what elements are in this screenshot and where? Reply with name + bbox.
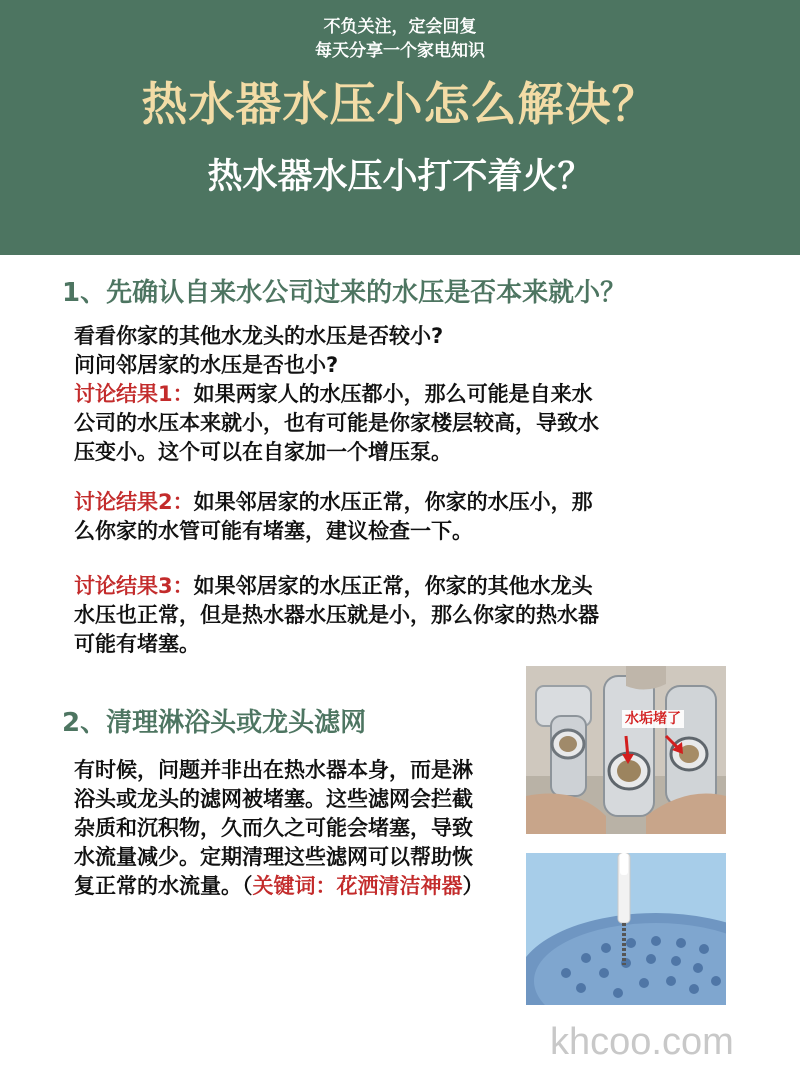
watermark: khcoo.com bbox=[550, 1021, 734, 1063]
tagline-daily-tip: 每天分享一个家电知识 bbox=[315, 41, 485, 61]
result-3-line bbox=[74, 572, 674, 601]
section-1-heading: 1、先确认自来水公司过来的水压是否本来就小？ bbox=[62, 278, 627, 308]
faucet-illustration bbox=[526, 666, 726, 834]
shower-head-illustration bbox=[526, 853, 726, 1005]
intro-line: 看看你家的其他水龙头的水压是否较小? bbox=[74, 324, 444, 348]
keyword-highlight: 关键词：花洒清洁神器 bbox=[252, 874, 463, 898]
tagline-follow: 不负关注，定会回复 bbox=[323, 17, 477, 37]
result-3-paragraph bbox=[74, 572, 674, 659]
result-3-label: 讨论结果3： bbox=[74, 574, 194, 598]
result-2-paragraph bbox=[74, 488, 674, 546]
section-2-line: 杂质和沉积物，久而久之可能会堵塞，导致 bbox=[74, 816, 473, 840]
intro-line: 问问邻居家的水压是否也小? bbox=[74, 353, 339, 377]
result-3-text: 如果邻居家的水压正常，你家的其他水龙头 bbox=[193, 574, 593, 598]
result-1-line bbox=[74, 380, 674, 409]
page-subtitle: 热水器水压小打不着火？ bbox=[207, 157, 593, 197]
header-banner bbox=[0, 0, 800, 255]
section-1-intro bbox=[74, 322, 674, 467]
result-2-text: 如果邻居家的水压正常，你家的水压小，那 bbox=[193, 490, 593, 514]
section-2-line: 水流量减少。定期清理这些滤网可以帮助恢 bbox=[74, 845, 473, 869]
last-line-prefix: 复正常的水流量。（ bbox=[74, 874, 253, 898]
result-1-text: 如果两家人的水压都小，那么可能是自来水 bbox=[193, 382, 593, 406]
result-1-line: 公司的水压本来就小，也有可能是你家楼层较高，导致水 bbox=[74, 411, 599, 435]
section-2-body bbox=[74, 756, 524, 901]
page-title: 热水器水压小怎么解决？ bbox=[141, 77, 659, 131]
result-3-line: 可能有堵塞。 bbox=[74, 632, 200, 656]
result-1-label: 讨论结果1： bbox=[74, 382, 194, 406]
result-3-line: 水压也正常，但是热水器水压就是小，那么你家的热水器 bbox=[74, 603, 599, 627]
faucet-clog-label: 水垢堵了 bbox=[622, 710, 684, 728]
section-2-line bbox=[74, 872, 524, 901]
section-2-line: 有时候，问题并非出在热水器本身，而是淋 bbox=[74, 758, 473, 782]
result-1-line: 压变小。这个可以在自家加一个增压泵。 bbox=[74, 440, 452, 464]
result-2-label: 讨论结果2： bbox=[74, 490, 194, 514]
clogged-faucet-photo bbox=[526, 666, 726, 834]
result-2-line bbox=[74, 488, 674, 517]
section-2-line: 浴头或龙头的滤网被堵塞。这些滤网会拦截 bbox=[74, 787, 473, 811]
last-line-suffix: ） bbox=[462, 874, 484, 898]
shower-head-cleaning-photo bbox=[526, 853, 726, 1005]
result-2-line: 么你家的水管可能有堵塞，建议检查一下。 bbox=[74, 519, 473, 543]
section-2-heading: 2、清理淋浴头或龙头滤网 bbox=[62, 708, 367, 738]
